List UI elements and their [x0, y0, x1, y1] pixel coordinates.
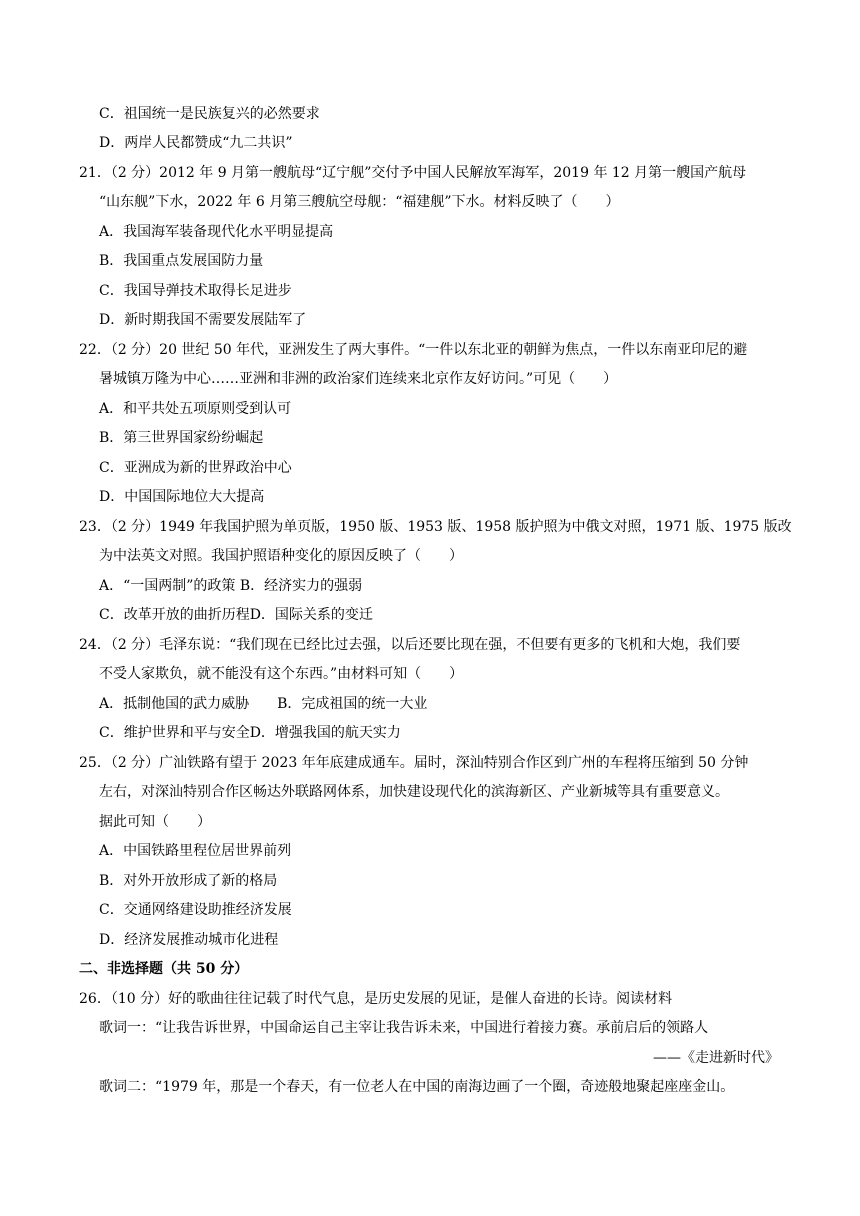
q24-options-ab: A．抵制他国的武力威胁 B．完成祖国的统一大业	[99, 696, 428, 712]
section-heading: 二、非选择题（共 50 分）	[79, 961, 249, 977]
q21-option-a: A．我国海军装备现代化水平明显提高	[99, 224, 334, 240]
q25-option-c: C．交通网络建设助推经济发展	[99, 902, 292, 918]
q25-option-a: A．中国铁路里程位居世界前列	[99, 843, 292, 859]
q21-stem-line1: 21．（2 分）2012 年 9 月第一艘航母“辽宁舰”交付予中国人民解放军海军，2019 年 12 月第一艘国产航母	[79, 165, 747, 181]
q21-option-b: B．我国重点发展国防力量	[99, 253, 264, 269]
q21-stem-line2: “山东舰”下水，2022 年 6 月第三艘航空母舰：“福建舰”下水。材料反映了（ ）	[99, 194, 620, 210]
q20-option-c: C．祖国统一是民族复兴的必然要求	[99, 106, 320, 122]
q20-option-d: D．两岸人民都赞成“九二共识”	[99, 135, 293, 151]
q26-lyric-2: 歌词二：“1979 年，那是一个春天，有一位老人在中国的南海边画了一个圈，奇迹般地聚起座座金山。	[99, 1079, 735, 1095]
q23-stem-line2: 为中法英文对照。我国护照语种变化的原因反映了（ ）	[99, 548, 463, 564]
q25-stem-line3: 据此可知（ ）	[99, 814, 211, 830]
q22-stem-line2: 暑城镇万隆为中心……亚洲和非洲的政治家们连续来北京作友好访问。”可见（ ）	[99, 371, 618, 387]
q24-options-cd: C．维护世界和平与安全D．增强我国的航天实力	[99, 725, 401, 741]
q24-stem-line1: 24．（2 分）毛泽东说：“我们现在已经比过去强，以后还要比现在强，不但要有更多的飞机和大炮，我们要	[79, 637, 741, 653]
q25-option-d: D．经济发展推动城市化进程	[99, 932, 279, 948]
q23-stem-line1: 23．（2 分）1949 年我国护照为单页版，1950 版、1953 版、1958 版护照为中俄文对照，1971 版、1975 版改	[79, 519, 792, 535]
q22-option-d: D．中国国际地位大大提高	[99, 489, 265, 505]
q21-option-d: D．新时期我国不需要发展陆军了	[99, 312, 307, 328]
q24-stem-line2: 不受人家欺负，就不能没有这个东西。”由材料可知（ ）	[99, 666, 464, 682]
q22-option-a: A．和平共处五项原则受到认可	[99, 401, 292, 417]
q22-stem-line1: 22．（2 分）20 世纪 50 年代，亚洲发生了两大事件。“一件以东北亚的朝鲜为焦点，一件以东南亚印尼的避	[79, 342, 748, 358]
q23-options-ab: A．“一国两制”的政策 B．经济实力的强弱	[99, 578, 363, 594]
q26-lyric-1: 歌词一：“让我告诉世界，中国命运自己主宰让我告诉未来，中国进行着接力赛。承前启后的领路人	[99, 1020, 709, 1036]
q22-option-b: B．第三世界国家纷纷崛起	[99, 430, 264, 446]
q25-stem-line2: 左右，对深汕特别合作区畅达外联路网体系，加快建设现代化的滨海新区、产业新城等具有重要意义。	[99, 784, 729, 800]
q25-option-b: B．对外开放形成了新的格局	[99, 873, 278, 889]
q26-lyric-1-source: ——《走进新时代》	[653, 1050, 779, 1066]
q23-options-cd: C．改革开放的曲折历程D．国际关系的变迁	[99, 607, 373, 623]
q25-stem-line1: 25．（2 分）广汕铁路有望于 2023 年年底建成通车。届时，深汕特别合作区到广州的车程将压缩到 50 分钟	[79, 755, 749, 771]
q26-stem-line1: 26．（10 分）好的歌曲往往记载了时代气息，是历史发展的见证，是催人奋进的长诗。阅读材料	[79, 991, 673, 1007]
q21-option-c: C．我国导弹技术取得长足进步	[99, 283, 292, 299]
q22-option-c: C．亚洲成为新的世界政治中心	[99, 460, 292, 476]
